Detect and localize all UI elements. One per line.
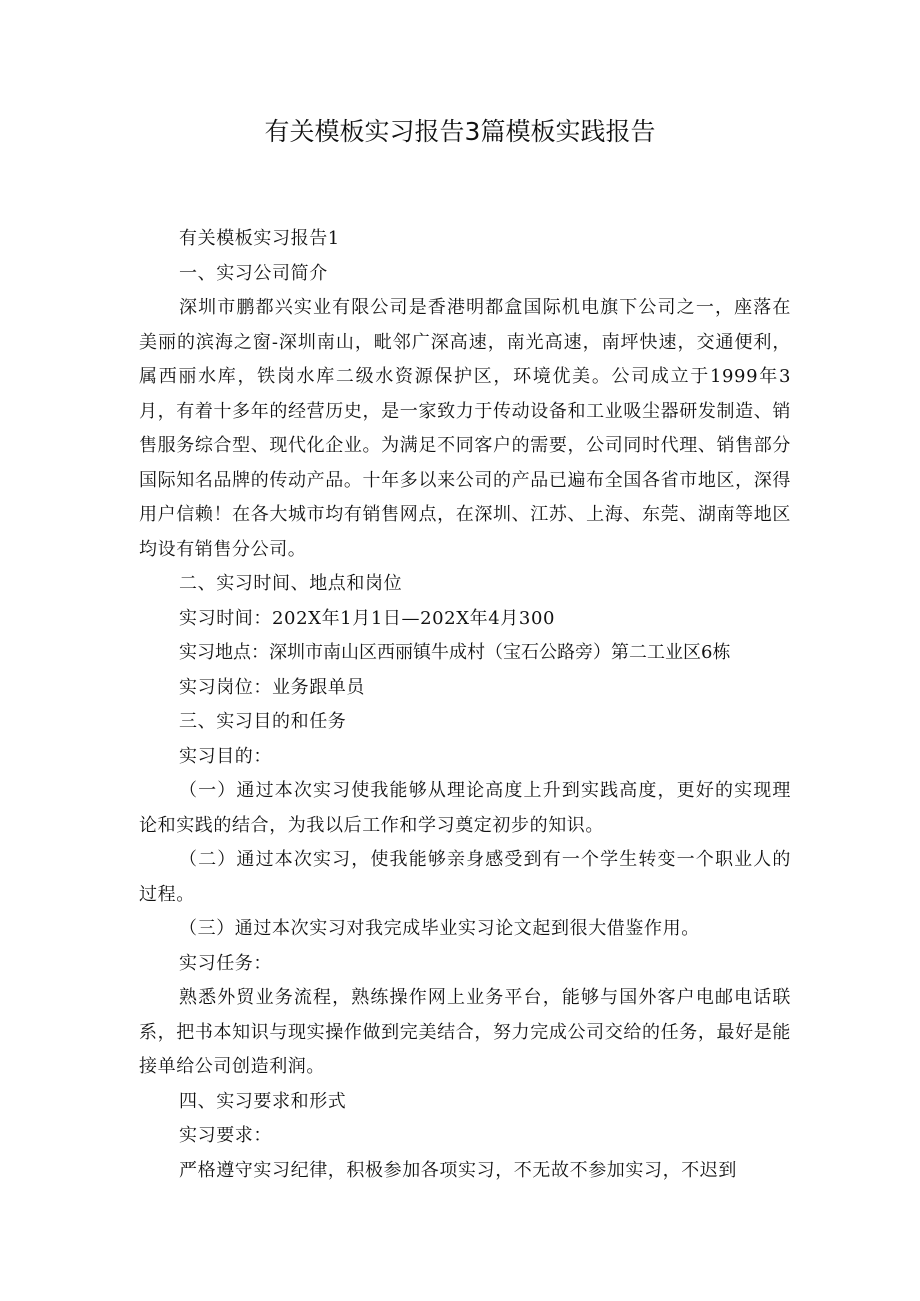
section-heading-company-intro: 一、实习公司简介 — [179, 262, 328, 284]
section-heading-requirements-form: 四、实习要求和形式 — [179, 1090, 347, 1112]
internship-time: 实习时间：202X年1月1日—202X年4月300 — [179, 607, 556, 629]
purpose-item-1: （一）通过本次实习使我能够从理论高度上升到实践高度，更好的实现理论和实践的结合，为我以后工作和学习奠定初步的知识。 — [139, 780, 791, 836]
section-heading-purpose-tasks: 三、实习目的和任务 — [179, 711, 347, 732]
section-heading-time-place-position: 二、实习时间、地点和岗位 — [179, 573, 403, 594]
purpose-item-2: （二）通过本次实习，使我能够亲身感受到有一个学生转变一个职业人的过程。 — [139, 849, 791, 905]
tasks-paragraph: 熟悉外贸业务流程，熟练操作网上业务平台，能够与国外客户电邮电话联系，把书本知识与现实操作做到完美结合，努力完成公司交给的任务，最好是能接单给公司创造利润。 — [139, 987, 791, 1077]
purpose-item-3: （三）通过本次实习对我完成毕业实习论文起到很大借鉴作用。 — [179, 918, 700, 939]
purpose-label: 实习目的： — [179, 745, 272, 767]
tasks-label: 实习任务： — [179, 952, 272, 974]
report-heading: 有关模板实习报告1 — [179, 228, 340, 249]
internship-location: 实习地点：深圳市南山区西丽镇牛成村（宝石公路旁）第二工业区6栋 — [179, 642, 731, 663]
requirements-label: 实习要求： — [179, 1125, 272, 1146]
document-title: 有关模板实习报告3篇模板实践报告 — [264, 117, 656, 146]
requirements-paragraph: 严格遵守实习纪律，积极参加各项实习，不无故不参加实习，不迟到 — [179, 1159, 737, 1181]
internship-position: 实习岗位：业务跟单员 — [179, 676, 365, 698]
document-body — [139, 222, 791, 1188]
paragraph-company-intro: 深圳市鹏都兴实业有限公司是香港明都盒国际机电旗下公司之一，座落在美丽的滨海之窗-深圳南山，毗邻广深高速，南光高速，南坪快速，交通便利，属西丽水库，铁岗水库二级水资源保护区，环境优美。公司成立于1999年3月，有着十多年的经营历史，是一家致力于传动设备和工业吸尘器研发制造、销售服务综合型、现代化企业。为满足不同客户的需要，公司同时代理、销售部分国际知名品牌的传动产品。十年多以来公司的产品已遍布全国各省市地区，深得用户信赖！在各大城市均有销售网点，在深圳、江苏、上海、东莞、湖南等地区均设有销售分公司。 — [139, 297, 791, 560]
